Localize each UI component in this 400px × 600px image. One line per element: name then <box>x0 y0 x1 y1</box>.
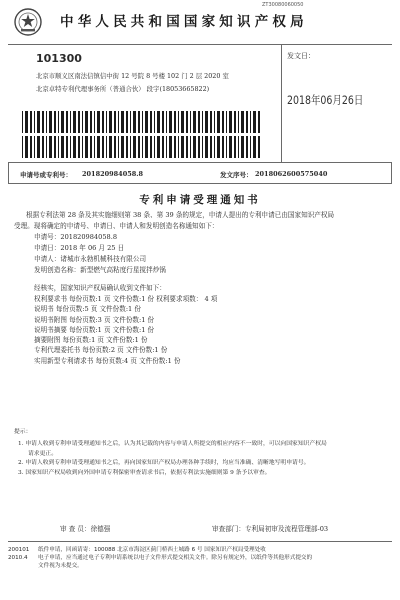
note-item: 请求更正。 <box>28 450 57 457</box>
file-item: 专利代理委托书 每份页数:2 页 文件份数:1 份 <box>34 346 168 355</box>
footer-line3: 文件视为未提交。 <box>38 563 83 569</box>
dispatch-number-label: 发文序号： <box>220 171 253 179</box>
org-title: 中华人民共和国国家知识产权局 <box>60 14 308 30</box>
issue-date-label: 发文日： <box>287 52 315 60</box>
footer-line2: 电子申请，应当通过电子专利申请系统以电子文件形式提交相关文件。除另有规定外，以纸件等其他形式提交的 <box>38 555 313 561</box>
note-item: 1. 申请人收到专利申请受理通知书之后，认为其记载的内容与申请人所提交的相应内容不一致时，可以向国家知识产权局 <box>18 441 327 447</box>
box-right-edge <box>391 162 392 183</box>
national-emblem-icon <box>12 6 44 38</box>
invention-name: 发明创造名称：新型燃气高粘度行星搅拌炒锅 <box>34 266 166 274</box>
footer-line1: 纸件申请，回函请寄：100088 北京市海淀区蓟门桥西土城路 6 号 国家知识产权局受理处收 <box>38 547 266 553</box>
divider-top <box>8 44 392 45</box>
divider-vertical <box>281 44 282 162</box>
notice-title: 专利申请受理通知书 <box>139 194 261 206</box>
form-code: 200101 <box>8 547 30 553</box>
examining-department: 审查部门：专利局初审及流程管理部-03 <box>212 525 329 533</box>
document-ref-code: ZT30080060050 <box>262 2 304 8</box>
application-number: 申请号：201820984058.8 <box>34 233 118 241</box>
files-intro: 经核实，国家知识产权局确认收到文件如下： <box>34 284 166 292</box>
file-item: 说明书摘要 每份页数:1 页 文件份数:1 份 <box>34 325 155 334</box>
file-item: 说明书 每份页数:5 页 文件份数:1 份 <box>34 305 141 314</box>
intro-line1: 根据专利法第 28 条及其实施细则第 38 条、第 39 条的规定，申请人提出的专利申请已由国家知识产权局 <box>26 211 335 219</box>
recipient-postcode: 101300 <box>36 52 82 65</box>
footer-divider <box>8 541 392 542</box>
file-item: 说明书附图 每份页数:3 页 文件份数:1 份 <box>34 315 155 324</box>
form-version: 2010.4 <box>8 555 28 561</box>
applicant: 申请人：诸城市永勃机械科技有限公司 <box>34 255 147 263</box>
divider-upper <box>8 162 392 163</box>
notes-heading: 提示： <box>14 429 32 435</box>
examiner: 审 查 员：徐德强 <box>60 525 111 533</box>
note-item: 3. 国家知识产权局收到向外国申请专利保密审查请求书后，依据专利法实施细则第 9 条予以审查。 <box>18 469 271 476</box>
intro-line2: 受理。现将确定的申请号、申请日、申请人和发明创造名称通知如下： <box>14 222 219 230</box>
note-item: 2. 申请人收到专利申请受理通知书之后，再向国家知识产权局办理各种手续时，均应当准确、清晰地写明申请号。 <box>18 460 310 467</box>
dispatch-number-value: 2018062600575040 <box>255 170 328 178</box>
barcode-application <box>22 136 262 158</box>
barcode-address <box>22 111 262 133</box>
box-left-edge <box>8 162 9 183</box>
recipient-address-line1: 北京市顺义区南法信镇信中街 12 号院 8 号楼 102 门 2 层 2020 室 <box>36 72 229 80</box>
file-item: 权利要求书 每份页数:1 页 文件份数:1 份 权利要求项数： 4 项 <box>34 295 218 303</box>
file-list <box>34 294 217 366</box>
application-number-value: 201820984058.8 <box>82 170 144 178</box>
divider-lower <box>8 183 392 184</box>
file-item: 实用新型专利请求书 每份页数:4 页 文件份数:1 份 <box>34 356 181 365</box>
notes-list <box>18 440 390 478</box>
issue-date-value: 2018年06月26日 <box>287 93 364 107</box>
application-number-label: 申请号或专利号： <box>20 171 72 179</box>
recipient-address-line2: 北京卓特专利代理事务所（普通合伙） 段宇(18053665822) <box>36 85 210 93</box>
file-item: 摘要附图 每份页数:1 页 文件份数:1 份 <box>34 336 148 345</box>
application-date: 申请日：2018 年 06 月 25 日 <box>34 244 125 252</box>
